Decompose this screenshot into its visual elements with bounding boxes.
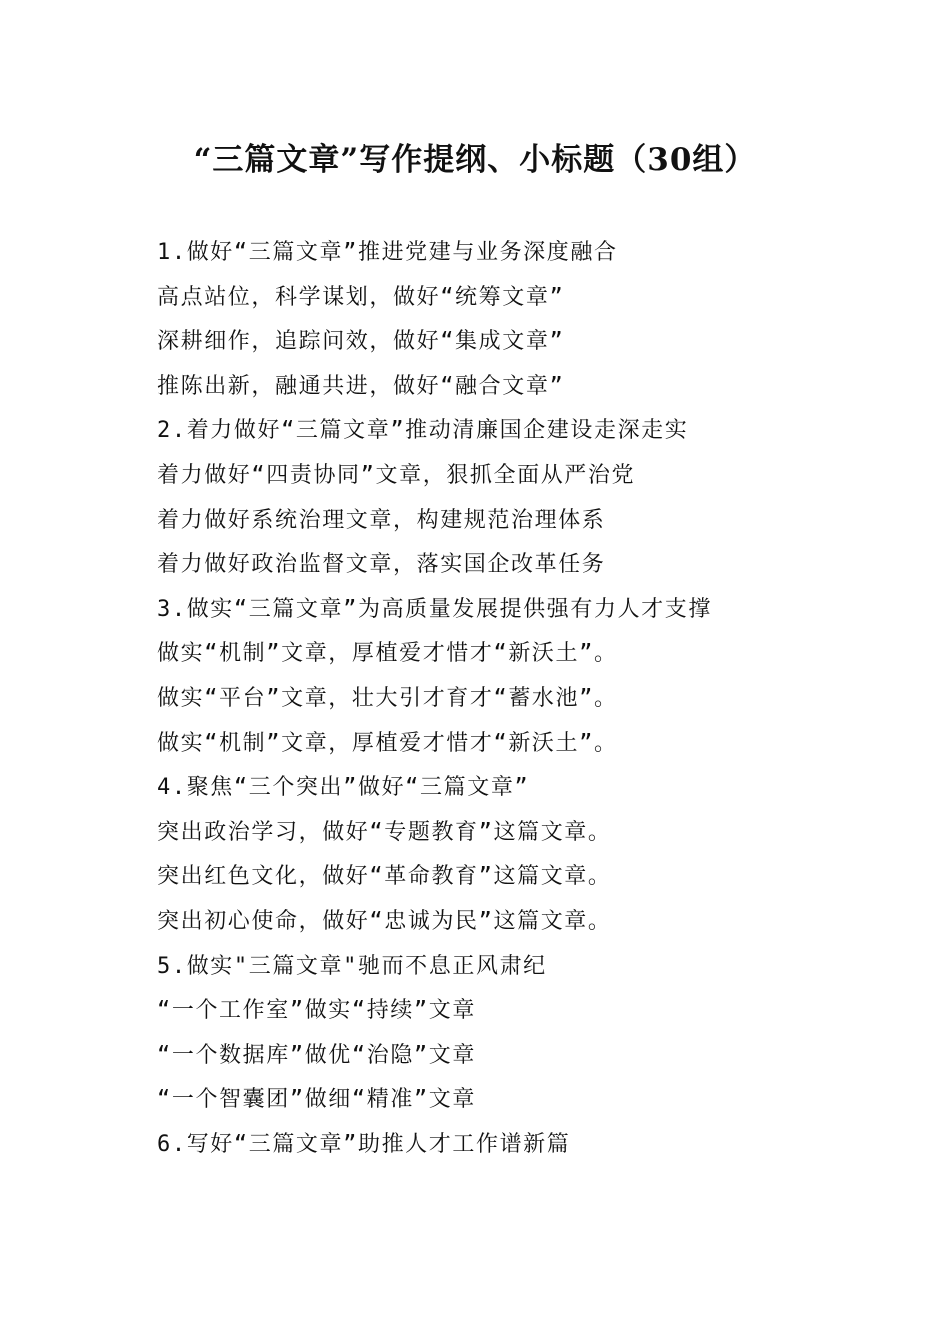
outline-heading-5: 5.做实"三篇文章"驰而不息正风肃纪 bbox=[157, 953, 547, 979]
outline-item: 做实“机制”文章，厚植爱才惜才“新沃土”。 bbox=[157, 641, 618, 667]
outline-item: 做实“机制”文章，厚植爱才惜才“新沃土”。 bbox=[157, 730, 618, 756]
outline-heading-6: 6.写好“三篇文章”助推人才工作谱新篇 bbox=[157, 1131, 571, 1157]
document-title: “三篇文章”写作提纲、小标题（30组） bbox=[193, 142, 757, 178]
outline-item: 推陈出新，融通共进，做好“融合文章” bbox=[157, 373, 565, 399]
outline-item: 做实“平台”文章，壮大引才育才“蓄水池”。 bbox=[157, 685, 618, 711]
outline-heading-2: 2.着力做好“三篇文章”推动清廉国企建设走深走实 bbox=[157, 418, 689, 444]
outline-item: 突出政治学习，做好“专题教育”这篇文章。 bbox=[157, 819, 612, 845]
outline-item: 着力做好系统治理文章，构建规范治理体系 bbox=[157, 507, 606, 533]
outline-heading-4: 4.聚焦“三个突出”做好“三篇文章” bbox=[157, 775, 530, 801]
outline-item: 突出红色文化，做好“革命教育”这篇文章。 bbox=[157, 864, 612, 890]
outline-item: “一个数据库”做优“治隐”文章 bbox=[157, 1042, 476, 1068]
outline-item: 突出初心使命，做好“忠诚为民”这篇文章。 bbox=[157, 908, 612, 934]
outline-item: “一个智囊团”做细“精准”文章 bbox=[157, 1087, 476, 1113]
outline-item: 高点站位，科学谋划，做好“统筹文章” bbox=[157, 284, 565, 310]
outline-item: 着力做好“四责协同”文章，狠抓全面从严治党 bbox=[157, 462, 636, 488]
outline-heading-1: 1.做好“三篇文章”推进党建与业务深度融合 bbox=[157, 240, 618, 265]
outline-item: 深耕细作，追踪问效，做好“集成文章” bbox=[157, 329, 565, 355]
outline-list bbox=[157, 231, 897, 1167]
outline-heading-3: 3.做实“三篇文章”为高质量发展提供强有力人才支撑 bbox=[157, 596, 712, 622]
outline-item: 着力做好政治监督文章，落实国企改革任务 bbox=[157, 552, 606, 578]
outline-item: “一个工作室”做实“持续”文章 bbox=[157, 998, 476, 1024]
